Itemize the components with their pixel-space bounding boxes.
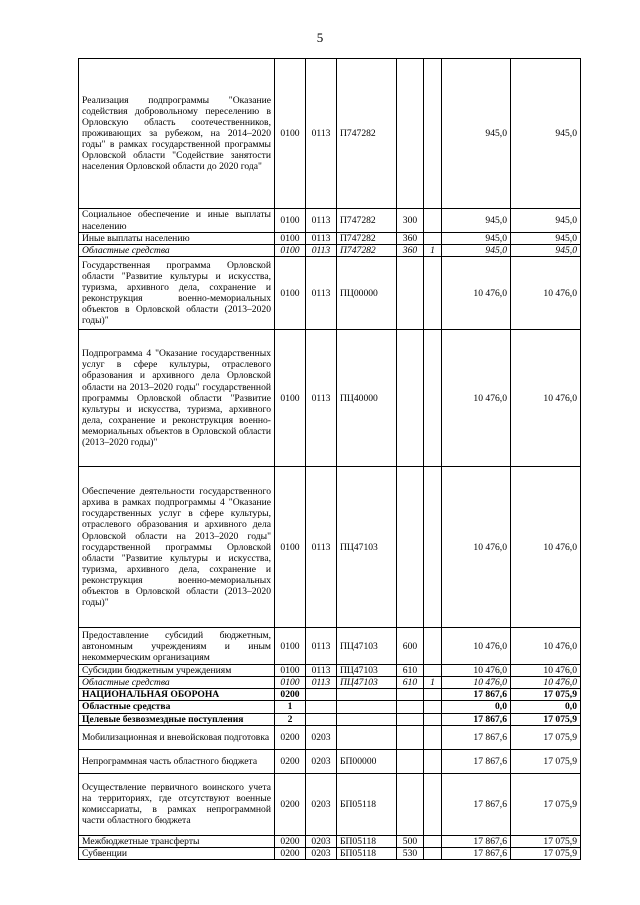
row-amount-2-cell: 17 075,9 [511, 773, 581, 835]
row-subsection-cell: 0113 [306, 665, 337, 677]
row-subsection-cell: 0113 [306, 257, 337, 330]
row-expense-type-cell: 500 [397, 835, 424, 847]
row-section-cell: 0200 [275, 835, 306, 847]
row-amount-2-cell: 0,0 [511, 701, 581, 713]
row-amount-1-cell: 945,0 [442, 59, 511, 209]
row-target-article-cell: БП05118 [337, 835, 397, 847]
row-amount-2-cell: 945,0 [511, 209, 581, 233]
row-target-article-cell [337, 725, 397, 749]
row-section-cell: 0100 [275, 257, 306, 330]
row-amount-2-cell: 17 075,9 [511, 847, 581, 859]
row-expense-type-cell [397, 773, 424, 835]
row-source-code-cell [424, 713, 442, 725]
row-amount-2-cell: 10 476,0 [511, 257, 581, 330]
row-amount-1-cell: 945,0 [442, 209, 511, 233]
row-expense-type-cell: 530 [397, 847, 424, 859]
row-amount-2-cell: 17 075,9 [511, 689, 581, 701]
table-row [79, 628, 581, 665]
row-subsection-cell: 0203 [306, 835, 337, 847]
row-name-cell: Осуществление первичного воинского учета на территориях, где отсутствуют военные комиссариаты, в рамках непрограммной части областного бюджета [79, 773, 275, 835]
row-amount-2-cell: 945,0 [511, 245, 581, 257]
table-row [79, 773, 581, 835]
row-amount-2-cell: 10 476,0 [511, 330, 581, 467]
row-section-cell: 0100 [275, 209, 306, 233]
row-expense-type-cell [397, 689, 424, 701]
table-row [79, 467, 581, 628]
row-name-cell: Целевые безвозмездные поступления [79, 713, 275, 725]
row-name-cell: НАЦИОНАЛЬНАЯ ОБОРОНА [79, 689, 275, 701]
row-expense-type-cell: 610 [397, 665, 424, 677]
row-source-code-cell [424, 689, 442, 701]
row-section-cell: 0200 [275, 773, 306, 835]
row-expense-type-cell [397, 330, 424, 467]
row-name-cell: Иные выплаты населению [79, 233, 275, 245]
row-name-cell: Предоставление субсидий бюджетным, автономным учреждениям и иным некоммерческим организациям [79, 628, 275, 665]
row-subsection-cell: 0203 [306, 847, 337, 859]
row-amount-1-cell: 17 867,6 [442, 847, 511, 859]
row-target-article-cell: ПЦ47103 [337, 467, 397, 628]
row-name-cell: Социальное обеспечение и иные выплаты населению [79, 209, 275, 233]
row-target-article-cell: ПЦ47103 [337, 677, 397, 689]
table-row [79, 677, 581, 689]
row-section-cell: 0100 [275, 665, 306, 677]
row-name-cell: Областные средства [79, 677, 275, 689]
row-source-code-cell [424, 773, 442, 835]
row-subsection-cell: 0113 [306, 330, 337, 467]
row-source-code-cell [424, 665, 442, 677]
row-target-article-cell: БП05118 [337, 773, 397, 835]
row-expense-type-cell [397, 59, 424, 209]
row-amount-1-cell: 10 476,0 [442, 257, 511, 330]
table-row [79, 257, 581, 330]
row-expense-type-cell: 300 [397, 209, 424, 233]
row-subsection-cell: 0113 [306, 245, 337, 257]
row-amount-2-cell: 10 476,0 [511, 665, 581, 677]
row-target-article-cell: БП05118 [337, 847, 397, 859]
row-subsection-cell [306, 713, 337, 725]
row-section-cell: 0200 [275, 689, 306, 701]
row-expense-type-cell [397, 713, 424, 725]
row-amount-2-cell: 17 075,9 [511, 725, 581, 749]
row-target-article-cell [337, 701, 397, 713]
row-source-code-cell: 1 [424, 677, 442, 689]
row-target-article-cell: П747282 [337, 209, 397, 233]
row-amount-2-cell: 17 075,9 [511, 749, 581, 773]
row-section-cell: 0200 [275, 725, 306, 749]
budget-table [78, 58, 581, 860]
row-target-article-cell: ПЦ47103 [337, 628, 397, 665]
table-row [79, 330, 581, 467]
row-source-code-cell [424, 701, 442, 713]
row-source-code-cell [424, 330, 442, 467]
row-name-cell: Межбюджетные трансферты [79, 835, 275, 847]
row-section-cell: 0100 [275, 330, 306, 467]
row-amount-2-cell: 945,0 [511, 59, 581, 209]
row-subsection-cell: 0113 [306, 467, 337, 628]
table-row [79, 665, 581, 677]
row-section-cell: 0200 [275, 749, 306, 773]
row-section-cell: 0100 [275, 233, 306, 245]
row-target-article-cell [337, 689, 397, 701]
row-source-code-cell [424, 847, 442, 859]
row-expense-type-cell: 610 [397, 677, 424, 689]
row-name-cell: Реализация подпрограммы "Оказание содействия добровольному переселению в Орловскую область соотечественников, проживающих за рубежом, на 2014–2020 годы" в рамках государственной программы Орловской области "Содействие занятости населения Орловской области до 2020 года" [79, 59, 275, 209]
table-row [79, 749, 581, 773]
table-row [79, 701, 581, 713]
row-target-article-cell: ПЦ47103 [337, 665, 397, 677]
row-source-code-cell [424, 209, 442, 233]
row-amount-1-cell: 17 867,6 [442, 749, 511, 773]
row-target-article-cell: П747282 [337, 59, 397, 209]
row-expense-type-cell: 600 [397, 628, 424, 665]
row-section-cell: 0100 [275, 628, 306, 665]
table-row [79, 209, 581, 233]
row-source-code-cell [424, 749, 442, 773]
row-section-cell: 0100 [275, 467, 306, 628]
row-subsection-cell: 0203 [306, 773, 337, 835]
row-target-article-cell [337, 713, 397, 725]
row-name-cell: Подпрограмма 4 "Оказание государственных услуг в сфере культуры, отраслевого образования и архивного дела Орловской области на 2013–2020 годы" государственной программы Орловской области "Развитие культуры и искусства, туризма, архивного дела, сохранение и реконструкция военно-мемориальных объектов в Орловской области (2013–2020 годы)" [79, 330, 275, 467]
row-amount-1-cell: 10 476,0 [442, 665, 511, 677]
table-row [79, 847, 581, 859]
row-amount-2-cell: 10 476,0 [511, 467, 581, 628]
row-subsection-cell: 0113 [306, 628, 337, 665]
row-subsection-cell: 0113 [306, 677, 337, 689]
row-target-article-cell: П747282 [337, 245, 397, 257]
row-name-cell: Областные средства [79, 701, 275, 713]
row-amount-1-cell: 0,0 [442, 701, 511, 713]
row-target-article-cell: ПЦ00000 [337, 257, 397, 330]
row-source-code-cell [424, 835, 442, 847]
row-section-cell: 2 [275, 713, 306, 725]
row-expense-type-cell [397, 749, 424, 773]
row-name-cell: Государственная программа Орловской области "Развитие культуры и искусства, туризма, архивного дела, сохранение и реконструкция военно-мемориальных объектов в Орловской области (2013–2020 годы)" [79, 257, 275, 330]
row-amount-1-cell: 17 867,6 [442, 835, 511, 847]
row-amount-1-cell: 17 867,6 [442, 773, 511, 835]
table-row [79, 835, 581, 847]
row-amount-1-cell: 945,0 [442, 245, 511, 257]
row-subsection-cell [306, 689, 337, 701]
row-amount-1-cell: 10 476,0 [442, 628, 511, 665]
row-source-code-cell: 1 [424, 245, 442, 257]
row-section-cell: 0100 [275, 59, 306, 209]
row-amount-1-cell: 10 476,0 [442, 330, 511, 467]
row-name-cell: Областные средства [79, 245, 275, 257]
row-name-cell: Субсидии бюджетным учреждениям [79, 665, 275, 677]
row-name-cell: Субвенции [79, 847, 275, 859]
row-section-cell: 1 [275, 701, 306, 713]
row-target-article-cell: П747282 [337, 233, 397, 245]
row-amount-1-cell: 17 867,6 [442, 725, 511, 749]
row-subsection-cell: 0113 [306, 59, 337, 209]
row-name-cell: Обеспечение деятельности государственного архива в рамках подпрограммы 4 "Оказание государственных услуг в сфере культуры, отраслевого образования и архивного дела Орловской области на 2013–2020 годы" государственной программы Орловской области "Развитие культуры и искусства, туризма, архивного дела, сохранение и реконструкция военно-мемориальных объектов в Орловской области (2013–2020 годы)" [79, 467, 275, 628]
row-expense-type-cell [397, 701, 424, 713]
row-target-article-cell: ПЦ40000 [337, 330, 397, 467]
row-subsection-cell: 0203 [306, 725, 337, 749]
page-number: 5 [316, 30, 324, 45]
row-section-cell: 0100 [275, 677, 306, 689]
row-amount-2-cell: 10 476,0 [511, 628, 581, 665]
row-subsection-cell: 0113 [306, 233, 337, 245]
row-amount-1-cell: 10 476,0 [442, 467, 511, 628]
row-subsection-cell: 0203 [306, 749, 337, 773]
row-source-code-cell [424, 725, 442, 749]
row-expense-type-cell: 360 [397, 245, 424, 257]
row-section-cell: 0200 [275, 847, 306, 859]
table-row [79, 233, 581, 245]
row-expense-type-cell: 360 [397, 233, 424, 245]
row-target-article-cell: БП00000 [337, 749, 397, 773]
row-amount-1-cell: 945,0 [442, 233, 511, 245]
table-row [79, 713, 581, 725]
row-amount-1-cell: 17 867,6 [442, 689, 511, 701]
row-source-code-cell [424, 628, 442, 665]
row-amount-2-cell: 17 075,9 [511, 835, 581, 847]
row-amount-2-cell: 945,0 [511, 233, 581, 245]
row-name-cell: Мобилизационная и вневойсковая подготовка [79, 725, 275, 749]
row-section-cell: 0100 [275, 245, 306, 257]
row-name-cell: Непрограммная часть областного бюджета [79, 749, 275, 773]
row-amount-2-cell: 17 075,9 [511, 713, 581, 725]
row-subsection-cell [306, 701, 337, 713]
budget-table-body [79, 59, 581, 860]
row-amount-1-cell: 17 867,6 [442, 713, 511, 725]
row-source-code-cell [424, 257, 442, 330]
row-source-code-cell [424, 467, 442, 628]
table-row [79, 725, 581, 749]
table-row [79, 245, 581, 257]
row-expense-type-cell [397, 725, 424, 749]
row-amount-2-cell: 10 476,0 [511, 677, 581, 689]
row-source-code-cell [424, 59, 442, 209]
row-amount-1-cell: 10 476,0 [442, 677, 511, 689]
row-expense-type-cell [397, 257, 424, 330]
row-source-code-cell [424, 233, 442, 245]
table-row [79, 689, 581, 701]
row-expense-type-cell [397, 467, 424, 628]
row-subsection-cell: 0113 [306, 209, 337, 233]
table-row [79, 59, 581, 209]
